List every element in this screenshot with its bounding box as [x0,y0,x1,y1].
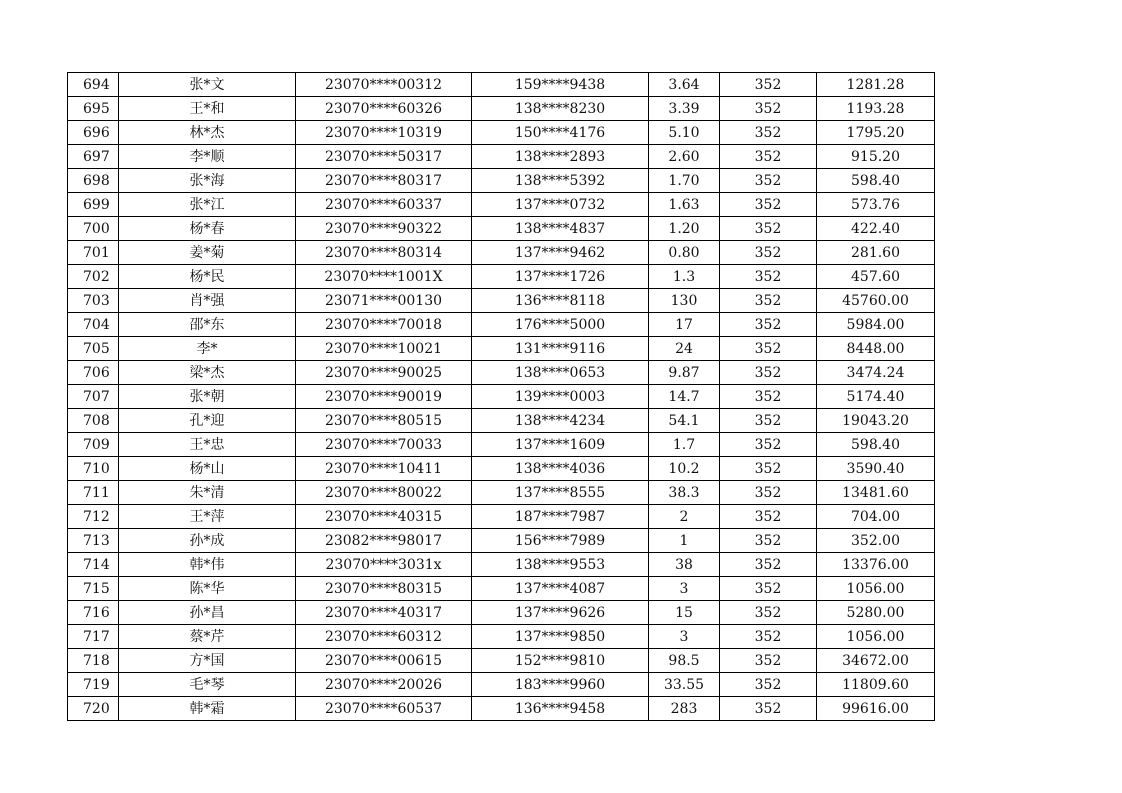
quantity-cell: 1.20 [649,217,720,241]
rate-cell: 352 [720,433,817,457]
rate-cell: 352 [720,97,817,121]
phone-number-cell: 137****4087 [472,577,649,601]
rate-cell: 352 [720,601,817,625]
phone-number-cell: 139****0003 [472,385,649,409]
quantity-cell: 0.80 [649,241,720,265]
name-cell: 张*江 [119,193,296,217]
phone-number-cell: 137****9462 [472,241,649,265]
id-number-cell: 23070****40317 [296,601,472,625]
amount-cell: 704.00 [817,505,935,529]
name-cell: 王*和 [119,97,296,121]
table-body [68,73,935,721]
table-row [68,577,935,601]
rate-cell: 352 [720,385,817,409]
name-cell: 孙*成 [119,529,296,553]
table-row [68,289,935,313]
amount-cell: 3590.40 [817,457,935,481]
row-number-cell: 706 [68,361,119,385]
row-number-cell: 697 [68,145,119,169]
rate-cell: 352 [720,289,817,313]
rate-cell: 352 [720,409,817,433]
row-number-cell: 699 [68,193,119,217]
quantity-cell: 283 [649,697,720,721]
table-row [68,145,935,169]
name-cell: 张*海 [119,169,296,193]
rate-cell: 352 [720,577,817,601]
amount-cell: 13481.60 [817,481,935,505]
phone-number-cell: 136****9458 [472,697,649,721]
amount-cell: 19043.20 [817,409,935,433]
records-table [67,72,935,721]
rate-cell: 352 [720,481,817,505]
phone-number-cell: 187****7987 [472,505,649,529]
id-number-cell: 23070****1001X [296,265,472,289]
phone-number-cell: 137****1726 [472,265,649,289]
table-row [68,361,935,385]
id-number-cell: 23070****40315 [296,505,472,529]
id-number-cell: 23071****00130 [296,289,472,313]
phone-number-cell: 131****9116 [472,337,649,361]
quantity-cell: 14.7 [649,385,720,409]
rate-cell: 352 [720,121,817,145]
quantity-cell: 3 [649,577,720,601]
name-cell: 林*杰 [119,121,296,145]
name-cell: 韩*霜 [119,697,296,721]
quantity-cell: 1 [649,529,720,553]
amount-cell: 1795.20 [817,121,935,145]
amount-cell: 3474.24 [817,361,935,385]
row-number-cell: 720 [68,697,119,721]
name-cell: 邵*东 [119,313,296,337]
name-cell: 王*忠 [119,433,296,457]
row-number-cell: 695 [68,97,119,121]
name-cell: 肖*强 [119,289,296,313]
quantity-cell: 54.1 [649,409,720,433]
rate-cell: 352 [720,73,817,97]
row-number-cell: 714 [68,553,119,577]
id-number-cell: 23070****50317 [296,145,472,169]
quantity-cell: 1.3 [649,265,720,289]
phone-number-cell: 138****4837 [472,217,649,241]
id-number-cell: 23070****00615 [296,649,472,673]
quantity-cell: 2.60 [649,145,720,169]
id-number-cell: 23070****80317 [296,169,472,193]
rate-cell: 352 [720,673,817,697]
quantity-cell: 3 [649,625,720,649]
table-row [68,481,935,505]
phone-number-cell: 136****8118 [472,289,649,313]
quantity-cell: 15 [649,601,720,625]
phone-number-cell: 137****1609 [472,433,649,457]
quantity-cell: 130 [649,289,720,313]
table-row [68,649,935,673]
row-number-cell: 711 [68,481,119,505]
name-cell: 方*国 [119,649,296,673]
table-row [68,673,935,697]
amount-cell: 5280.00 [817,601,935,625]
quantity-cell: 98.5 [649,649,720,673]
amount-cell: 1193.28 [817,97,935,121]
id-number-cell: 23082****98017 [296,529,472,553]
name-cell: 陈*华 [119,577,296,601]
rate-cell: 352 [720,697,817,721]
amount-cell: 457.60 [817,265,935,289]
quantity-cell: 24 [649,337,720,361]
name-cell: 张*朝 [119,385,296,409]
rate-cell: 352 [720,265,817,289]
phone-number-cell: 138****2893 [472,145,649,169]
table-row [68,529,935,553]
name-cell: 蔡*芹 [119,625,296,649]
id-number-cell: 23070****70033 [296,433,472,457]
phone-number-cell: 138****5392 [472,169,649,193]
id-number-cell: 23070****20026 [296,673,472,697]
table-row [68,505,935,529]
rate-cell: 352 [720,193,817,217]
amount-cell: 5174.40 [817,385,935,409]
quantity-cell: 33.55 [649,673,720,697]
phone-number-cell: 138****9553 [472,553,649,577]
amount-cell: 573.76 [817,193,935,217]
amount-cell: 13376.00 [817,553,935,577]
amount-cell: 11809.60 [817,673,935,697]
phone-number-cell: 138****4234 [472,409,649,433]
amount-cell: 99616.00 [817,697,935,721]
name-cell: 李* [119,337,296,361]
id-number-cell: 23070****90322 [296,217,472,241]
phone-number-cell: 138****4036 [472,457,649,481]
name-cell: 杨*民 [119,265,296,289]
table-row [68,697,935,721]
name-cell: 梁*杰 [119,361,296,385]
amount-cell: 45760.00 [817,289,935,313]
phone-number-cell: 137****9626 [472,601,649,625]
table-row [68,97,935,121]
table-row [68,265,935,289]
name-cell: 孙*昌 [119,601,296,625]
table-row [68,457,935,481]
quantity-cell: 10.2 [649,457,720,481]
amount-cell: 598.40 [817,433,935,457]
phone-number-cell: 183****9960 [472,673,649,697]
row-number-cell: 708 [68,409,119,433]
name-cell: 张*文 [119,73,296,97]
table-row [68,313,935,337]
phone-number-cell: 152****9810 [472,649,649,673]
phone-number-cell: 176****5000 [472,313,649,337]
id-number-cell: 23070****90019 [296,385,472,409]
name-cell: 毛*琴 [119,673,296,697]
row-number-cell: 719 [68,673,119,697]
id-number-cell: 23070****10021 [296,337,472,361]
quantity-cell: 9.87 [649,361,720,385]
amount-cell: 1056.00 [817,577,935,601]
amount-cell: 1281.28 [817,73,935,97]
row-number-cell: 702 [68,265,119,289]
id-number-cell: 23070****60537 [296,697,472,721]
phone-number-cell: 156****7989 [472,529,649,553]
quantity-cell: 38.3 [649,481,720,505]
id-number-cell: 23070****60337 [296,193,472,217]
quantity-cell: 3.39 [649,97,720,121]
rate-cell: 352 [720,529,817,553]
id-number-cell: 23070****3031x [296,553,472,577]
amount-cell: 281.60 [817,241,935,265]
amount-cell: 5984.00 [817,313,935,337]
row-number-cell: 716 [68,601,119,625]
id-number-cell: 23070****60312 [296,625,472,649]
rate-cell: 352 [720,457,817,481]
row-number-cell: 710 [68,457,119,481]
row-number-cell: 713 [68,529,119,553]
row-number-cell: 712 [68,505,119,529]
phone-number-cell: 159****9438 [472,73,649,97]
rate-cell: 352 [720,505,817,529]
rate-cell: 352 [720,145,817,169]
quantity-cell: 17 [649,313,720,337]
rate-cell: 352 [720,169,817,193]
rate-cell: 352 [720,649,817,673]
row-number-cell: 694 [68,73,119,97]
name-cell: 朱*清 [119,481,296,505]
phone-number-cell: 137****0732 [472,193,649,217]
row-number-cell: 707 [68,385,119,409]
id-number-cell: 23070****80314 [296,241,472,265]
table-row [68,385,935,409]
row-number-cell: 709 [68,433,119,457]
row-number-cell: 717 [68,625,119,649]
name-cell: 王*萍 [119,505,296,529]
quantity-cell: 1.63 [649,193,720,217]
row-number-cell: 698 [68,169,119,193]
phone-number-cell: 137****9850 [472,625,649,649]
amount-cell: 598.40 [817,169,935,193]
id-number-cell: 23070****10319 [296,121,472,145]
id-number-cell: 23070****10411 [296,457,472,481]
rate-cell: 352 [720,217,817,241]
id-number-cell: 23070****70018 [296,313,472,337]
table-row [68,433,935,457]
row-number-cell: 701 [68,241,119,265]
phone-number-cell: 137****8555 [472,481,649,505]
quantity-cell: 1.70 [649,169,720,193]
quantity-cell: 1.7 [649,433,720,457]
id-number-cell: 23070****80315 [296,577,472,601]
quantity-cell: 3.64 [649,73,720,97]
table-row [68,625,935,649]
table-row [68,169,935,193]
amount-cell: 1056.00 [817,625,935,649]
data-sheet [67,72,935,721]
name-cell: 孔*迎 [119,409,296,433]
id-number-cell: 23070****80515 [296,409,472,433]
name-cell: 韩*伟 [119,553,296,577]
row-number-cell: 718 [68,649,119,673]
rate-cell: 352 [720,313,817,337]
phone-number-cell: 138****8230 [472,97,649,121]
table-row [68,193,935,217]
rate-cell: 352 [720,361,817,385]
amount-cell: 34672.00 [817,649,935,673]
amount-cell: 352.00 [817,529,935,553]
row-number-cell: 705 [68,337,119,361]
quantity-cell: 2 [649,505,720,529]
amount-cell: 915.20 [817,145,935,169]
rate-cell: 352 [720,241,817,265]
table-row [68,553,935,577]
table-row [68,337,935,361]
quantity-cell: 5.10 [649,121,720,145]
row-number-cell: 700 [68,217,119,241]
table-row [68,409,935,433]
table-row [68,121,935,145]
rate-cell: 352 [720,337,817,361]
name-cell: 姜*菊 [119,241,296,265]
phone-number-cell: 150****4176 [472,121,649,145]
amount-cell: 8448.00 [817,337,935,361]
id-number-cell: 23070****90025 [296,361,472,385]
row-number-cell: 696 [68,121,119,145]
id-number-cell: 23070****80022 [296,481,472,505]
table-row [68,73,935,97]
table-row [68,601,935,625]
name-cell: 杨*山 [119,457,296,481]
id-number-cell: 23070****00312 [296,73,472,97]
phone-number-cell: 138****0653 [472,361,649,385]
rate-cell: 352 [720,553,817,577]
name-cell: 李*顺 [119,145,296,169]
quantity-cell: 38 [649,553,720,577]
row-number-cell: 715 [68,577,119,601]
row-number-cell: 703 [68,289,119,313]
rate-cell: 352 [720,625,817,649]
name-cell: 杨*春 [119,217,296,241]
amount-cell: 422.40 [817,217,935,241]
table-row [68,241,935,265]
row-number-cell: 704 [68,313,119,337]
id-number-cell: 23070****60326 [296,97,472,121]
table-row [68,217,935,241]
